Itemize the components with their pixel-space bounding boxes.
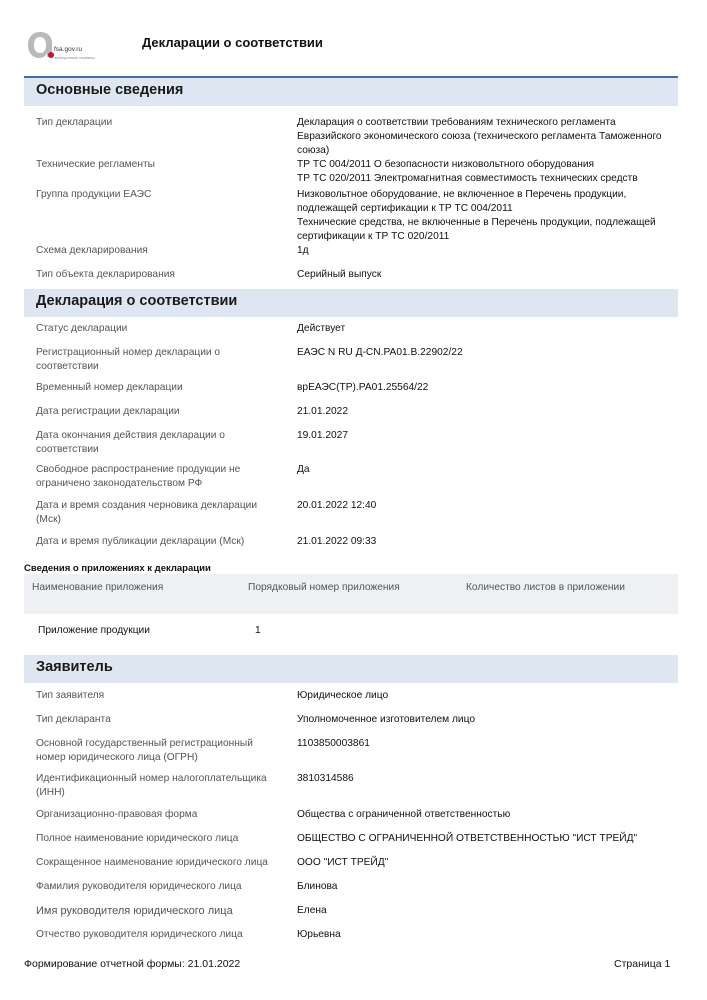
section-title: Декларация о соответствии (36, 293, 238, 309)
logo-domain: fsa.gov.ru (54, 46, 83, 53)
column-header: Порядковый номер приложения (248, 582, 400, 593)
field-label: Организационно-правовая форма (36, 809, 198, 820)
field-value: 21.01.2022 (297, 406, 348, 417)
field-value: Общества с ограниченной ответственностью (297, 809, 511, 820)
field-label: Основной государственный регистрационный номер юридического лица (ОГРН) (36, 738, 253, 763)
field-value: Серийный выпуск (297, 269, 382, 280)
field-value: Действует (297, 323, 346, 334)
field-label: Регистрационный номер декларации о соответствии (36, 347, 221, 372)
field-value: Юридическое лицо (297, 690, 389, 701)
field-value: ТР ТС 004/2011 О безопасности низковольтного оборудования ТР ТС 020/2011 Электромагнитная совместимость технических средств (297, 159, 638, 184)
section-title: Основные сведения (36, 82, 184, 98)
section-applicant (24, 655, 678, 683)
field-label: Тип заявителя (36, 690, 105, 701)
field-value: ЕАЭС N RU Д-CN.РА01.В.22902/22 (297, 347, 463, 358)
field-value: 21.01.2022 09:33 (297, 536, 377, 547)
field-value: Елена (297, 905, 327, 916)
field-value: 3810314586 (297, 773, 354, 784)
page-header (24, 28, 684, 68)
field-label: Сокращенное наименование юридического лица (36, 857, 268, 868)
field-label: Тип декларанта (36, 714, 111, 725)
column-header: Наименование приложения (32, 582, 164, 593)
attachments-table-header (24, 574, 678, 614)
field-label: Технические регламенты (36, 159, 155, 170)
field-value: ООО "ИСТ ТРЕЙД" (297, 857, 389, 868)
fsa-logo-icon (24, 28, 56, 62)
field-value: Низковольтное оборудование, не включенное в Перечень продукции, подлежащей сертификации к ТР ТС 004/2011 Технические средства, не включенные в Перечень продукции, подлежащей сертификации к ТР ТС 020/2011 (297, 189, 656, 242)
field-label: Дата окончания действия декларации о соответствии (36, 430, 225, 455)
field-value: Да (297, 464, 310, 475)
field-value: 1103850003861 (297, 738, 370, 749)
attachment-number: 1 (255, 625, 261, 636)
field-value: 1д (297, 245, 309, 256)
section-title: Заявитель (36, 659, 113, 675)
attachments-title: Сведения о приложениях к декларации (24, 563, 211, 574)
section-basic-info (24, 78, 678, 106)
field-label: Дата и время создания черновика декларации (Мск) (36, 500, 258, 525)
field-label: Полное наименование юридического лица (36, 833, 239, 844)
field-label: Свободное распространение продукции не ограничено законодательством РФ (36, 464, 241, 489)
fsa-logo (24, 28, 114, 68)
field-value: Уполномоченное изготовителем лицо (297, 714, 476, 725)
field-label: Отчество руководителя юридического лица (36, 929, 243, 940)
field-label: Схема декларирования (36, 245, 148, 256)
attachment-name: Приложение продукции (38, 625, 150, 636)
field-label: Временный номер декларации (36, 382, 183, 393)
field-value: Юрьевна (297, 929, 341, 940)
column-header: Количество листов в приложении (466, 582, 625, 593)
page-number: Страница 1 (614, 958, 671, 970)
field-value: 19.01.2027 (297, 430, 348, 441)
field-label: Идентификационный номер налогоплательщика (ИНН) (36, 773, 267, 798)
field-value: ОБЩЕСТВО С ОГРАНИЧЕННОЙ ОТВЕТСТВЕННОСТЬЮ "ИСТ ТРЕЙД" (297, 833, 638, 844)
field-label: Имя руководителя юридического лица (36, 905, 233, 917)
field-value: 20.01.2022 12:40 (297, 500, 377, 511)
document-title: Декларации о соответствии (142, 35, 323, 50)
field-label: Статус декларации (36, 323, 128, 334)
logo-subtitle: электронные сервисы (54, 55, 95, 60)
field-value: Блинова (297, 881, 338, 892)
field-label: Дата и время публикации декларации (Мск) (36, 536, 245, 547)
field-label: Тип объекта декларирования (36, 269, 175, 280)
report-generated-date: Формирование отчетной формы: 21.01.2022 (24, 958, 241, 970)
field-value: Декларация о соответствии требованиям технического регламента Евразийского экономического союза (технического регламента Таможенного союза) (297, 117, 662, 156)
field-value: врЕАЭС(ТР).РА01.25564/22 (297, 382, 429, 393)
field-label: Тип декларации (36, 117, 113, 128)
field-label: Группа продукции ЕАЭС (36, 189, 152, 200)
section-declaration (24, 289, 678, 317)
field-label: Фамилия руководителя юридического лица (36, 881, 242, 892)
field-label: Дата регистрации декларации (36, 406, 180, 417)
